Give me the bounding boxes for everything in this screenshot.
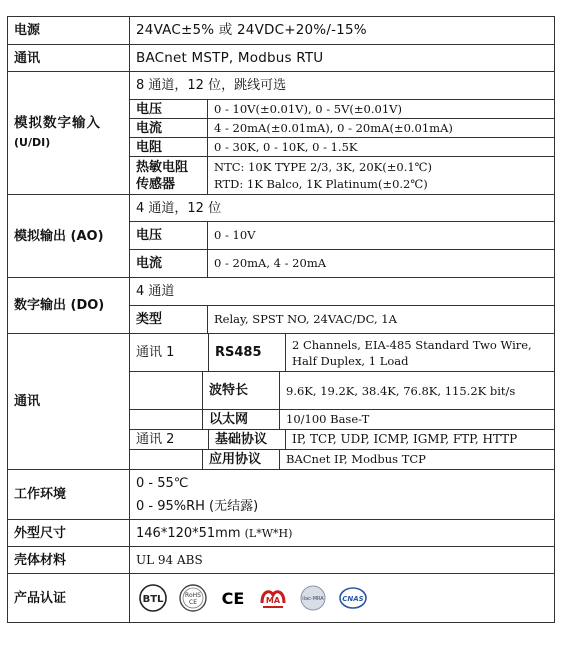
- spec-table: [7, 16, 555, 623]
- ai-thermistor-name-line1: 热敏电阻: [136, 159, 189, 175]
- cert-label: 产品认证: [8, 574, 130, 623]
- ao-label: 模拟输出 (AO): [8, 195, 130, 278]
- eth-value: 10/100 Base-T: [286, 412, 370, 426]
- rohs-icon: [178, 583, 208, 613]
- svg-text:CNAS: CNAS: [342, 595, 364, 603]
- comm2-spacer-bottom: [130, 450, 203, 469]
- svg-text:ilac-MRA: ilac-MRA: [302, 596, 324, 602]
- ao-current-name: 电流: [130, 250, 208, 278]
- size-unit: (L*W*H): [244, 526, 293, 540]
- comm1-spacer: [130, 372, 203, 409]
- ao-header: 4 通道，12 位: [130, 195, 555, 222]
- env-humidity: 0 - 95%RH (无结露): [136, 498, 259, 514]
- rs485-value: 2 Channels, EIA-485 Standard Two Wire, Half Duplex, 1 Load: [292, 337, 532, 368]
- app-protocol-block: [130, 450, 555, 470]
- ai-label: [8, 72, 130, 195]
- eth-block: [130, 410, 555, 430]
- power-value: 24VAC±5% 或 24VDC+20%/-15%: [130, 17, 555, 45]
- ai-resistance-value: 0 - 30K, 0 - 10K, 0 - 1.5K: [208, 138, 555, 157]
- svg-text:MA: MA: [265, 596, 281, 605]
- ilac-mra-icon: [298, 583, 328, 613]
- material-label: 壳体材料: [8, 547, 130, 574]
- ai-current-name: 电流: [130, 119, 208, 138]
- rs485-name: RS485: [209, 334, 286, 371]
- material-value: UL 94 ABS: [130, 547, 555, 574]
- cnas-icon: [338, 583, 368, 613]
- svg-text:CE: CE: [189, 599, 197, 606]
- app-protocol-value: BACnet IP, Modbus TCP: [286, 452, 426, 466]
- do-type-value: Relay, SPST NO, 24VAC/DC, 1A: [208, 306, 555, 334]
- env-temp: 0 - 55℃: [136, 475, 189, 491]
- svg-text:BTL: BTL: [142, 594, 164, 605]
- comm1-block: [130, 334, 555, 372]
- baud-value: 9.6K, 19.2K, 38.4K, 76.8K, 115.2K bit/s: [286, 383, 516, 398]
- cert-logos: [130, 574, 555, 623]
- ai-thermistor-name-line2: 传感器: [136, 176, 176, 192]
- ao-current-value: 0 - 20mA, 4 - 20mA: [208, 250, 555, 278]
- comm2-spacer-top: [130, 410, 203, 429]
- ai-thermistor-value: [208, 157, 555, 195]
- comm1-label: 通讯 1: [130, 334, 209, 371]
- comm2-label: 通讯 2: [130, 430, 209, 449]
- comm-value: BACnet MSTP, Modbus RTU: [130, 45, 555, 72]
- do-label: 数字输出 (DO): [8, 278, 130, 334]
- base-protocol-value: IP, TCP, UDP, ICMP, IGMP, FTP, HTTP: [292, 432, 518, 446]
- ce-icon: [218, 583, 248, 613]
- ao-voltage-name: 电压: [130, 222, 208, 250]
- eth-name: 以太网: [203, 410, 280, 429]
- ai-thermistor-name: [130, 157, 208, 195]
- ai-current-value: 4 - 20mA(±0.01mA), 0 - 20mA(±0.01mA): [208, 119, 555, 138]
- base-protocol-block: [130, 430, 555, 450]
- size-value: 146*120*51mm: [136, 525, 241, 541]
- do-header: 4 通道: [130, 278, 555, 306]
- cma-icon: [258, 583, 288, 613]
- base-protocol-name: 基础协议: [209, 430, 286, 449]
- btl-icon: [138, 583, 168, 613]
- ai-voltage-name: 电压: [130, 100, 208, 119]
- size-value-cell: [130, 520, 555, 547]
- env-label: 工作环境: [8, 470, 130, 520]
- ai-label-sub: (U/DI): [14, 136, 51, 149]
- ai-resistance-name: 电阻: [130, 138, 208, 157]
- ai-thermistor-value-line1: NTC: 10K TYPE 2/3, 3K, 20K(±0.1℃): [214, 159, 433, 174]
- baud-name: 波特长: [203, 372, 280, 409]
- ai-thermistor-value-line2: RTD: 1K Balco, 1K Platinum(±0.2℃): [214, 176, 428, 191]
- comm1-baud-block: [130, 372, 555, 410]
- ai-label-main: 模拟数字输入: [14, 115, 101, 131]
- ai-voltage-value: 0 - 10V(±0.01V), 0 - 5V(±0.01V): [208, 100, 555, 119]
- size-label: 外型尺寸: [8, 520, 130, 547]
- comm-label: 通讯: [8, 45, 130, 72]
- env-value: [130, 470, 555, 520]
- network-label: 通讯: [8, 334, 130, 470]
- svg-text:RoHS: RoHS: [185, 592, 201, 599]
- power-label: 电源: [8, 17, 130, 45]
- ai-header: 8 通道，12 位，跳线可选: [130, 72, 555, 100]
- app-protocol-name: 应用协议: [203, 450, 280, 469]
- ao-voltage-value: 0 - 10V: [208, 222, 555, 250]
- do-type-name: 类型: [130, 306, 208, 334]
- svg-text:CE: CE: [221, 589, 245, 608]
